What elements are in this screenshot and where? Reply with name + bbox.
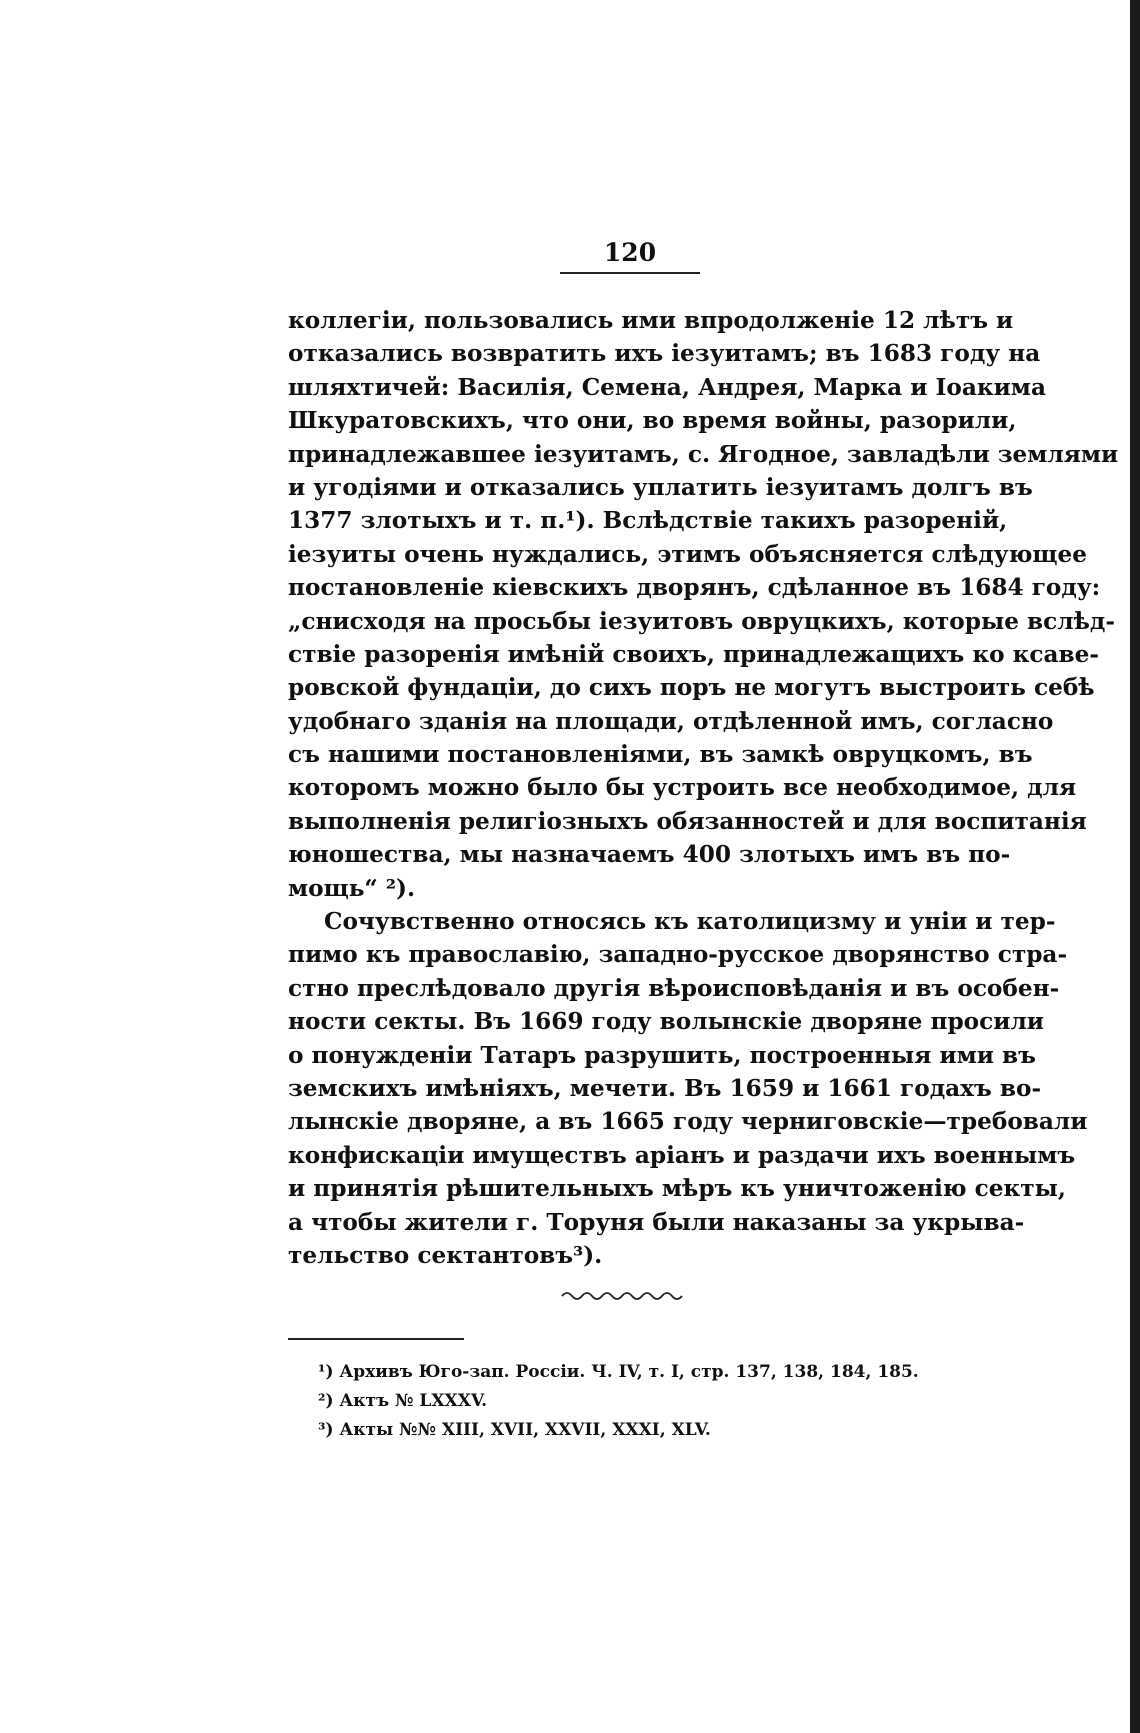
text-line: ствіе разоренія имѣній своихъ, принадлежащихъ ко ксаве- xyxy=(288,640,1100,668)
text-line: тельство сектантовъ³). xyxy=(288,1241,603,1269)
text-line: ровской фундаціи, до сихъ поръ не могутъ выстроить себѣ xyxy=(288,674,1095,702)
text-line: земскихъ имѣніяхъ, мечети. Въ 1659 и 1661 годахъ во- xyxy=(288,1074,1042,1102)
ornament-wavy-divider xyxy=(560,1288,680,1304)
paragraph xyxy=(288,905,1088,1272)
text-line: мощь“ ²). xyxy=(288,874,416,902)
text-line: постановленіе кіевскихъ дворянъ, сдѣланное въ 1684 году: xyxy=(288,574,1101,602)
footnote-2: ²) Актъ № LXXXV. xyxy=(318,1391,488,1411)
text-line: выполненія религіозныхъ обязанностей и для воспитанія xyxy=(288,807,1087,835)
footnote-rule xyxy=(288,1338,464,1340)
text-line: „снисходя на просьбы іезуитовъ овруцкихъ, которые вслѣд- xyxy=(288,607,1116,635)
text-line: и принятія рѣшительныхъ мѣръ къ уничтоженію секты, xyxy=(288,1175,1066,1203)
text-line: отказались возвратить ихъ іезуитамъ; въ 1683 году на xyxy=(288,340,1041,368)
text-line: принадлежавшее іезуитамъ, с. Ягодное, завладѣли землями xyxy=(288,440,1119,468)
text-line: и угодіями и отказались уплатить іезуитамъ долгъ въ xyxy=(288,473,1033,501)
body-text xyxy=(288,304,1119,1272)
scan-edge xyxy=(1130,0,1140,1733)
text-line: пимо къ православію, западно-русское дворянство стра- xyxy=(288,941,1068,969)
text-line: а чтобы жители г. Торуня были наказаны за укрыва- xyxy=(288,1208,1025,1236)
paragraph xyxy=(288,304,1119,905)
text-line: Сочувственно относясь къ католицизму и уніи и тер- xyxy=(324,908,1056,936)
footnotes xyxy=(318,1358,958,1445)
text-line: 1377 злотыхъ и т. п.¹). Вслѣдствіе такихъ разореній, xyxy=(288,507,1008,535)
text-line: лынскіе дворяне, а въ 1665 году черниговскіе—требовали xyxy=(288,1108,1088,1136)
text-line: стно преслѣдовало другія вѣроисповѣданія и въ особен- xyxy=(288,974,1060,1002)
footnote-1: ¹) Архивъ Юго-зап. Россіи. Ч. IV, т. I, стр. 137, 138, 184, 185. xyxy=(318,1362,919,1382)
footnote-3: ³) Акты №№ XIII, XVII, XXVII, XXXI, XLV. xyxy=(318,1420,711,1440)
text-line: которомъ можно было бы устроить все необходимое, для xyxy=(288,774,1077,802)
text-line: коллегіи, пользовались ими впродолженіе 12 лѣтъ и xyxy=(288,307,1014,334)
text-line: юношества, мы назначаемъ 400 злотыхъ имъ въ по- xyxy=(288,841,1011,869)
text-line: іезуиты очень нуждались, этимъ объясняется слѣдующее xyxy=(288,540,1087,568)
page-number-rule xyxy=(560,272,700,274)
text-line: удобнаго зданія на площади, отдѣленной имъ, согласно xyxy=(288,707,1054,735)
text-line: о понужденіи Татаръ разрушить, построенныя ими въ xyxy=(288,1041,1036,1069)
text-line: ности секты. Въ 1669 году волынскіе дворяне просили xyxy=(288,1008,1045,1036)
text-line: Шкуратовскихъ, что они, во время войны, разорили, xyxy=(288,407,1017,435)
text-line: съ нашими постановленіями, въ замкѣ овруцкомъ, въ xyxy=(288,741,1033,769)
text-line: конфискаціи имуществъ аріанъ и раздачи ихъ военнымъ xyxy=(288,1141,1076,1169)
page-number: 120 xyxy=(603,238,657,267)
text-line: шляхтичей: Василія, Семена, Андрея, Марка и Іоакима xyxy=(288,373,1046,401)
